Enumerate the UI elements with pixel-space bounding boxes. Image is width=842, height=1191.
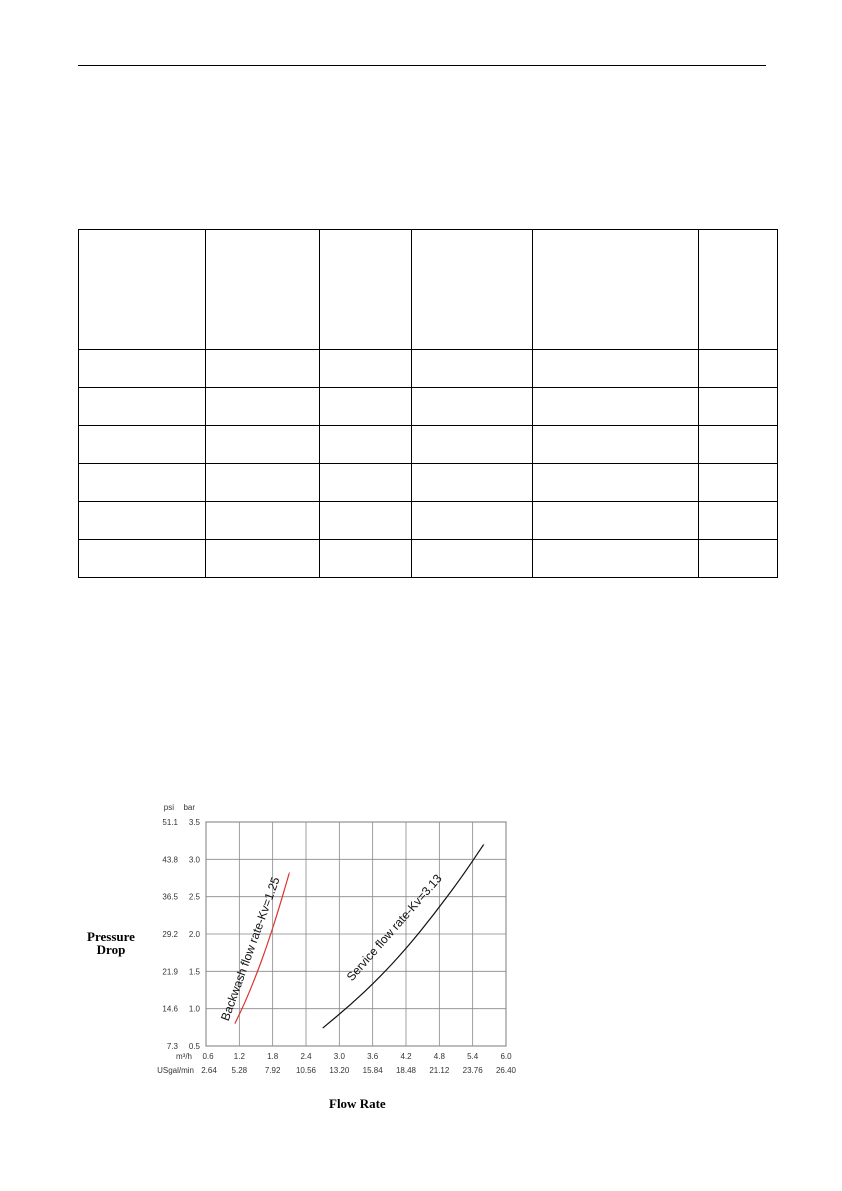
table-cell	[206, 350, 320, 388]
table-cell	[699, 464, 778, 502]
usgal-unit-label: USgal/min	[157, 1066, 194, 1075]
table-cell	[79, 230, 206, 350]
table-cell	[533, 230, 699, 350]
x-tick-label-m3h: 4.2	[400, 1052, 412, 1061]
y-tick-label-psi: 14.6	[162, 1004, 178, 1014]
table-cell	[699, 230, 778, 350]
x-tick-label-m3h: 6.0	[500, 1052, 512, 1061]
table-cell	[320, 502, 412, 540]
y-axis-title-line1: Pressure	[87, 929, 135, 944]
table-cell	[320, 230, 412, 350]
x-tick-label-usgal: 10.56	[295, 1066, 317, 1075]
table-cell	[206, 230, 320, 350]
y-tick-label-psi: 21.9	[162, 967, 178, 977]
table-cell	[79, 502, 206, 540]
pressure-drop-chart	[130, 795, 530, 1085]
m3h-unit-label: m³/h	[176, 1052, 192, 1061]
table-cell	[320, 388, 412, 426]
table-cell	[533, 540, 699, 578]
table-row	[79, 350, 778, 388]
x-tick-label-usgal: 15.84	[362, 1066, 383, 1075]
x-tick-label-m3h: 4.8	[433, 1052, 445, 1061]
table-cell	[412, 426, 533, 464]
table-cell	[79, 426, 206, 464]
x-tick-label-usgal: 26.40	[495, 1066, 517, 1075]
series	[218, 844, 484, 1028]
table-cell	[412, 540, 533, 578]
x-tick-label-usgal: 13.20	[329, 1066, 350, 1075]
table-cell	[206, 464, 320, 502]
x-tick-label-usgal: 18.48	[395, 1066, 417, 1075]
x-tick-label-m3h: 5.4	[467, 1052, 479, 1061]
y-axis-title-line2: Drop	[96, 942, 126, 957]
table-cell	[79, 388, 206, 426]
y-tick-label-bar: 1.5	[188, 967, 200, 977]
y-tick-label-psi: 29.2	[162, 930, 178, 939]
table-cell	[320, 350, 412, 388]
table-row	[79, 540, 778, 578]
table-cell	[79, 540, 206, 578]
table-cell	[206, 540, 320, 578]
table-row	[79, 426, 778, 464]
table-cell	[320, 426, 412, 464]
table-cell	[533, 502, 699, 540]
table-cell	[79, 350, 206, 388]
y-tick-label-bar: 1.0	[188, 1004, 200, 1014]
x-tick-label-usgal: 5.28	[231, 1066, 248, 1075]
table-cell	[533, 388, 699, 426]
y-tick-label-psi: 7.3	[166, 1042, 178, 1051]
table-cell	[206, 426, 320, 464]
x-tick-label-usgal: 23.76	[462, 1066, 483, 1075]
x-tick-label-m3h: 0.6	[202, 1052, 214, 1061]
spec-table	[78, 229, 778, 578]
y-tick-label-bar: 3.5	[188, 818, 200, 827]
table-cell	[699, 388, 778, 426]
table-row	[79, 464, 778, 502]
x-axis-title: Flow Rate	[329, 1096, 386, 1111]
header-rule	[78, 65, 766, 66]
y-tick-label-bar: 3.0	[188, 855, 200, 865]
table-cell	[320, 540, 412, 578]
tick-labels	[157, 803, 516, 1075]
table-cell	[699, 426, 778, 464]
y-tick-label-bar: 0.5	[188, 1042, 200, 1051]
table-cell	[412, 502, 533, 540]
table-cell	[412, 230, 533, 350]
table-cell	[699, 350, 778, 388]
x-tick-label-m3h: 1.8	[267, 1052, 279, 1061]
table-cell	[699, 540, 778, 578]
table-cell	[412, 464, 533, 502]
x-tick-label-m3h: 3.0	[333, 1052, 345, 1061]
table-row	[79, 388, 778, 426]
table-row	[79, 502, 778, 540]
psi-unit-label: psi	[163, 803, 174, 812]
y-tick-label-bar: 2.5	[188, 892, 200, 902]
x-tick-label-usgal: 21.12	[429, 1066, 450, 1075]
x-tick-label-m3h: 1.2	[233, 1052, 245, 1061]
table-cell	[533, 464, 699, 502]
table-cell	[412, 388, 533, 426]
table-cell	[320, 464, 412, 502]
table-cell	[699, 502, 778, 540]
y-tick-label-psi: 36.5	[162, 892, 178, 902]
y-tick-label-psi: 43.8	[162, 855, 178, 865]
x-tick-label-m3h: 3.6	[367, 1052, 379, 1061]
x-tick-label-m3h: 2.4	[300, 1052, 312, 1061]
y-tick-label-psi: 51.1	[162, 818, 178, 827]
table-header-row	[79, 230, 778, 350]
table-cell	[533, 426, 699, 464]
bar-unit-label: bar	[183, 803, 195, 812]
y-tick-label-bar: 2.0	[188, 930, 200, 939]
table-cell	[206, 502, 320, 540]
table-cell	[533, 350, 699, 388]
x-tick-label-usgal: 2.64	[201, 1066, 217, 1075]
x-tick-label-usgal: 7.92	[264, 1066, 281, 1075]
service-curve	[323, 844, 484, 1028]
series-label: Backwash flow rate-Kv=1.25	[218, 875, 283, 1023]
table-cell	[206, 388, 320, 426]
table-cell	[79, 464, 206, 502]
table-cell	[412, 350, 533, 388]
series-label: Service flow rate-Kv=3.13	[343, 871, 445, 984]
